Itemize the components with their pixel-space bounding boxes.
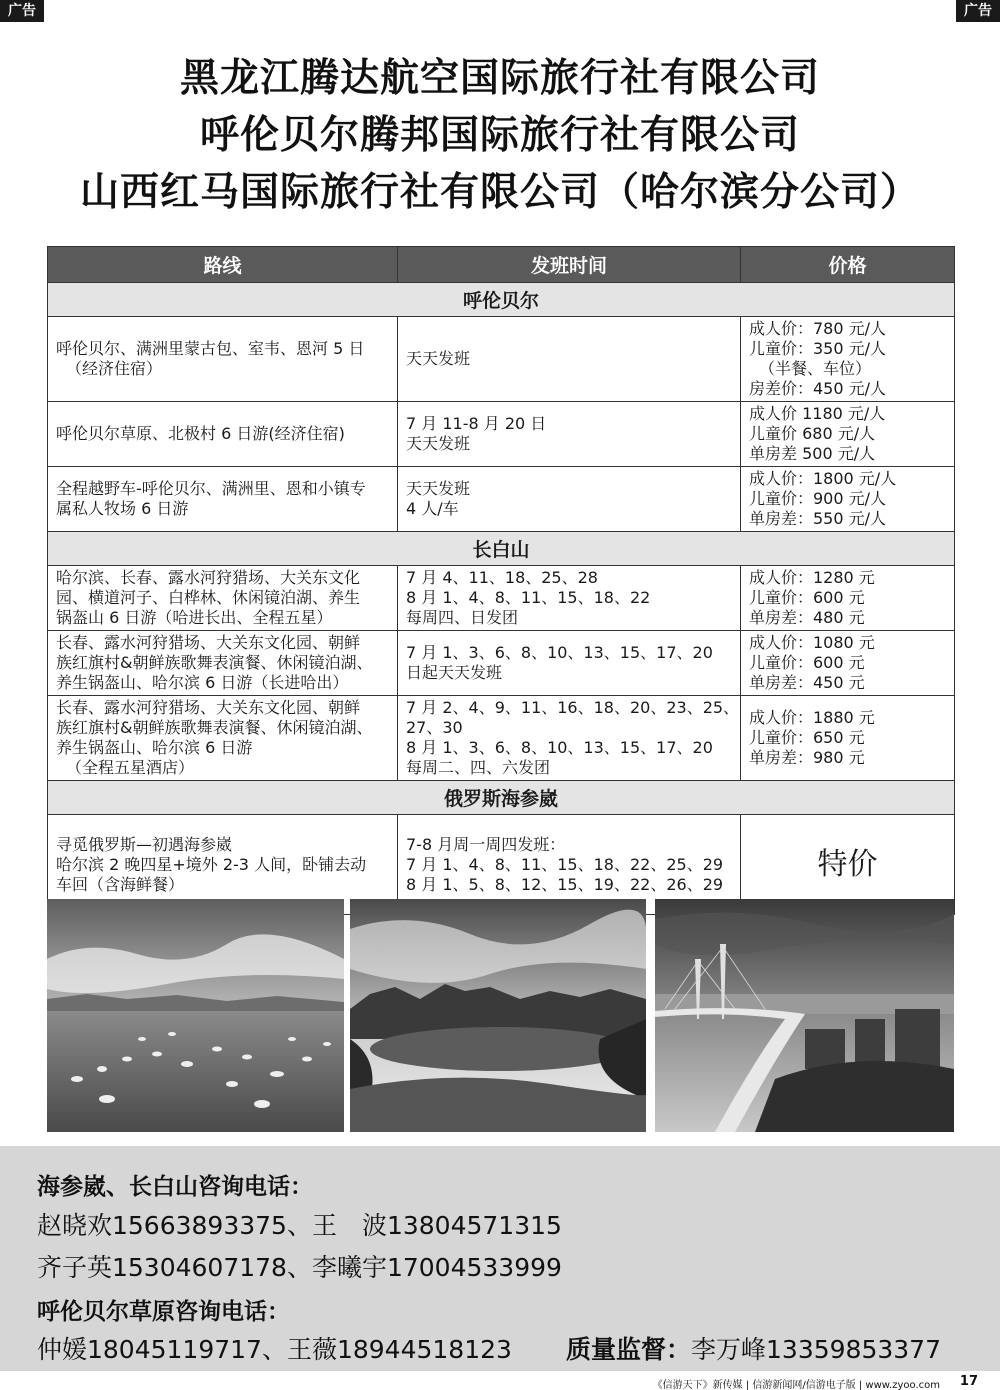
schedule-cell-line: 7 月 2、4、9、11、16、18、20、23、25、 (406, 698, 740, 717)
route-cell-line: 哈尔滨、长春、露水河狩猎场、大关东文化 (56, 568, 361, 587)
price-cell (741, 566, 955, 631)
price-cell (741, 402, 955, 467)
contact-line-2: 齐子英15304607178、李曦宇17004533999 (37, 1253, 562, 1282)
schedule-cell-line: 7-8 月周一周四发班： (406, 834, 566, 854)
price-cell-line: 单房差 500 元/人 (749, 444, 876, 463)
section-title: 俄罗斯海参崴 (48, 781, 955, 815)
price-cell (741, 631, 955, 696)
schedule-cell (398, 631, 741, 696)
quality-supervision (566, 1330, 941, 1366)
schedule-cell-line: 天天发班 (406, 479, 471, 498)
table-body (48, 283, 955, 915)
schedule-cell-line: 8 月 1、3、6、8、10、13、15、17、20 (406, 738, 713, 757)
table-header-row (48, 247, 955, 283)
route-cell (48, 467, 398, 532)
table-row (48, 631, 955, 696)
quality-value: 李万峰13359853377 (691, 1335, 941, 1364)
schedule-cell-line: 日起天天发班 (406, 663, 503, 682)
routes-table (47, 246, 955, 915)
schedule-cell-line: 4 人/车 (406, 499, 459, 518)
route-cell-line: 锅盔山 6 日游（哈进长出、全程五星） (56, 608, 333, 627)
quality-label: 质量监督： (566, 1335, 692, 1364)
schedule-cell-line: 天天发班 (406, 434, 471, 453)
price-cell (741, 317, 955, 402)
route-cell (48, 696, 398, 781)
price-cell-line: 房差价：450 元/人 (749, 379, 887, 398)
schedule-cell-line: 天天发班 (406, 349, 471, 368)
price-cell-line: 单房差：980 元 (749, 748, 865, 767)
route-cell-line: 属私人牧场 6 日游 (56, 499, 189, 518)
contact-heading-hulunbuir: 呼伦贝尔草原咨询电话： (37, 1299, 290, 1325)
table-row (48, 566, 955, 631)
company-title-2: 呼伦贝尔腾邦国际旅行社有限公司 (199, 113, 800, 158)
price-cell-line: 儿童价：600 元 (749, 653, 865, 672)
route-cell (48, 402, 398, 467)
price-cell-line: 儿童价：600 元 (749, 588, 865, 607)
price-cell (741, 696, 955, 781)
contact-line-1: 赵晓欢15663893375、王 波13804571315 (37, 1211, 562, 1240)
route-cell-line: 呼伦贝尔、满洲里蒙古包、室韦、恩河 5 日 (56, 339, 365, 358)
contact-line-3: 仲媛18045119717、王薇18944518123 (37, 1335, 512, 1364)
vladivostok-bridge-photo (655, 899, 954, 1132)
ad-label-right: 广告 (956, 0, 1000, 22)
route-cell-line: （全程五星酒店） (66, 758, 195, 777)
schedule-cell-line: 每周四、日发团 (406, 608, 519, 627)
price-cell (741, 467, 955, 532)
route-cell-line: 哈尔滨 2 晚四星+境外 2-3 人间，卧铺去动 (56, 854, 367, 874)
section-title: 长白山 (48, 532, 955, 566)
header-price: 价格 (741, 247, 955, 283)
price-cell-line: 单房差：450 元 (749, 673, 865, 692)
footer (0, 1374, 1000, 1390)
schedule-cell (398, 402, 741, 467)
price-cell-line: 儿童价：650 元 (749, 728, 865, 747)
company-title-1: 黑龙江腾达航空国际旅行社有限公司 (179, 56, 820, 101)
price-cell-line: 成人价：1080 元 (749, 633, 875, 652)
schedule-cell-line: 8 月 1、5、8、12、15、19、22、26、29 (406, 874, 724, 894)
price-cell-line: 成人价：1800 元/人 (749, 469, 897, 488)
section-row (48, 283, 955, 317)
route-cell-line: 全程越野车-呼伦贝尔、满洲里、恩和小镇专 (56, 479, 366, 498)
schedule-cell-line: 7 月 1、3、6、8、10、13、15、17、20 (406, 643, 713, 662)
ad-label-left: 广告 (0, 0, 44, 22)
contact-heading-vladivostok: 海参崴、长白山咨询电话： (37, 1174, 313, 1200)
table-row (48, 467, 955, 532)
page-number: 17 (959, 1374, 978, 1389)
section-title: 呼伦贝尔 (48, 283, 955, 317)
route-cell-line: 族红旗村&朝鲜族歌舞表演餐、休闲镜泊湖、 (56, 718, 373, 737)
schedule-cell-line: 每周二、四、六发团 (406, 758, 551, 777)
schedule-cell-line: 8 月 1、4、8、11、15、18、22 (406, 588, 651, 607)
header-schedule: 发班时间 (398, 247, 741, 283)
table-row (48, 696, 955, 781)
schedule-cell (398, 317, 741, 402)
changbai-lake-photo (350, 899, 646, 1132)
route-cell-line: 族红旗村&朝鲜族歌舞表演餐、休闲镜泊湖、 (56, 653, 373, 672)
price-cell-line: 儿童价：900 元/人 (749, 489, 887, 508)
price-cell-line: 儿童价：350 元/人 (749, 339, 887, 358)
price-cell-line: （半餐、车位） (759, 359, 872, 378)
route-cell-line: 园、横道河子、白桦林、休闲镜泊湖、养生 (56, 588, 361, 607)
route-cell (48, 631, 398, 696)
company-title-3: 山西红马国际旅行社有限公司（哈尔滨分公司） (79, 170, 920, 215)
route-cell-line: 养生锅盔山、哈尔滨 6 日游（长进哈出） (56, 673, 349, 692)
price-cell-line: 单房差：550 元/人 (749, 509, 887, 528)
contact-panel (0, 1146, 1000, 1371)
schedule-cell (398, 566, 741, 631)
table-row (48, 317, 955, 402)
company-titles (0, 50, 1000, 221)
section-row (48, 532, 955, 566)
schedule-cell (398, 696, 741, 781)
schedule-cell-line: 7 月 4、11、18、25、28 (406, 568, 598, 587)
route-cell-line: 呼伦贝尔草原、北极村 6 日游(经济住宿) (56, 424, 345, 443)
schedule-cell (398, 467, 741, 532)
schedule-cell-line: 7 月 1、4、8、11、15、18、22、25、29 (406, 854, 724, 874)
route-cell (48, 566, 398, 631)
table-row (48, 402, 955, 467)
header-route: 路线 (48, 247, 398, 283)
grassland-sheep-photo (47, 899, 344, 1132)
schedule-cell-line: 27、30 (406, 718, 463, 737)
price-cell-line: 单房差：480 元 (749, 608, 865, 627)
route-cell (48, 317, 398, 402)
route-cell-line: （经济住宿） (66, 359, 163, 378)
price-cell-line: 特价 (817, 846, 878, 882)
schedule-cell-line: 7 月 11-8 月 20 日 (406, 414, 547, 433)
route-cell-line: 长春、露水河狩猎场、大关东文化园、朝鲜 (56, 698, 361, 717)
photo-strip (47, 899, 954, 1132)
footer-text: 《信游天下》新传媒 | 信游新闻网/信游电子版 | www.zyoo.com (652, 1380, 940, 1390)
route-cell-line: 养生锅盔山、哈尔滨 6 日游 (56, 738, 253, 757)
route-cell-line: 寻觅俄罗斯—初遇海参崴 (56, 834, 233, 854)
route-cell-line: 车回（含海鲜餐） (56, 874, 185, 894)
section-row (48, 781, 955, 815)
price-cell-line: 成人价 1180 元/人 (749, 404, 886, 423)
price-cell-line: 成人价：780 元/人 (749, 319, 887, 338)
route-cell-line: 长春、露水河狩猎场、大关东文化园、朝鲜 (56, 633, 361, 652)
price-cell-line: 成人价：1880 元 (749, 708, 875, 727)
price-cell-line: 成人价：1280 元 (749, 568, 875, 587)
price-cell-line: 儿童价 680 元/人 (749, 424, 876, 443)
